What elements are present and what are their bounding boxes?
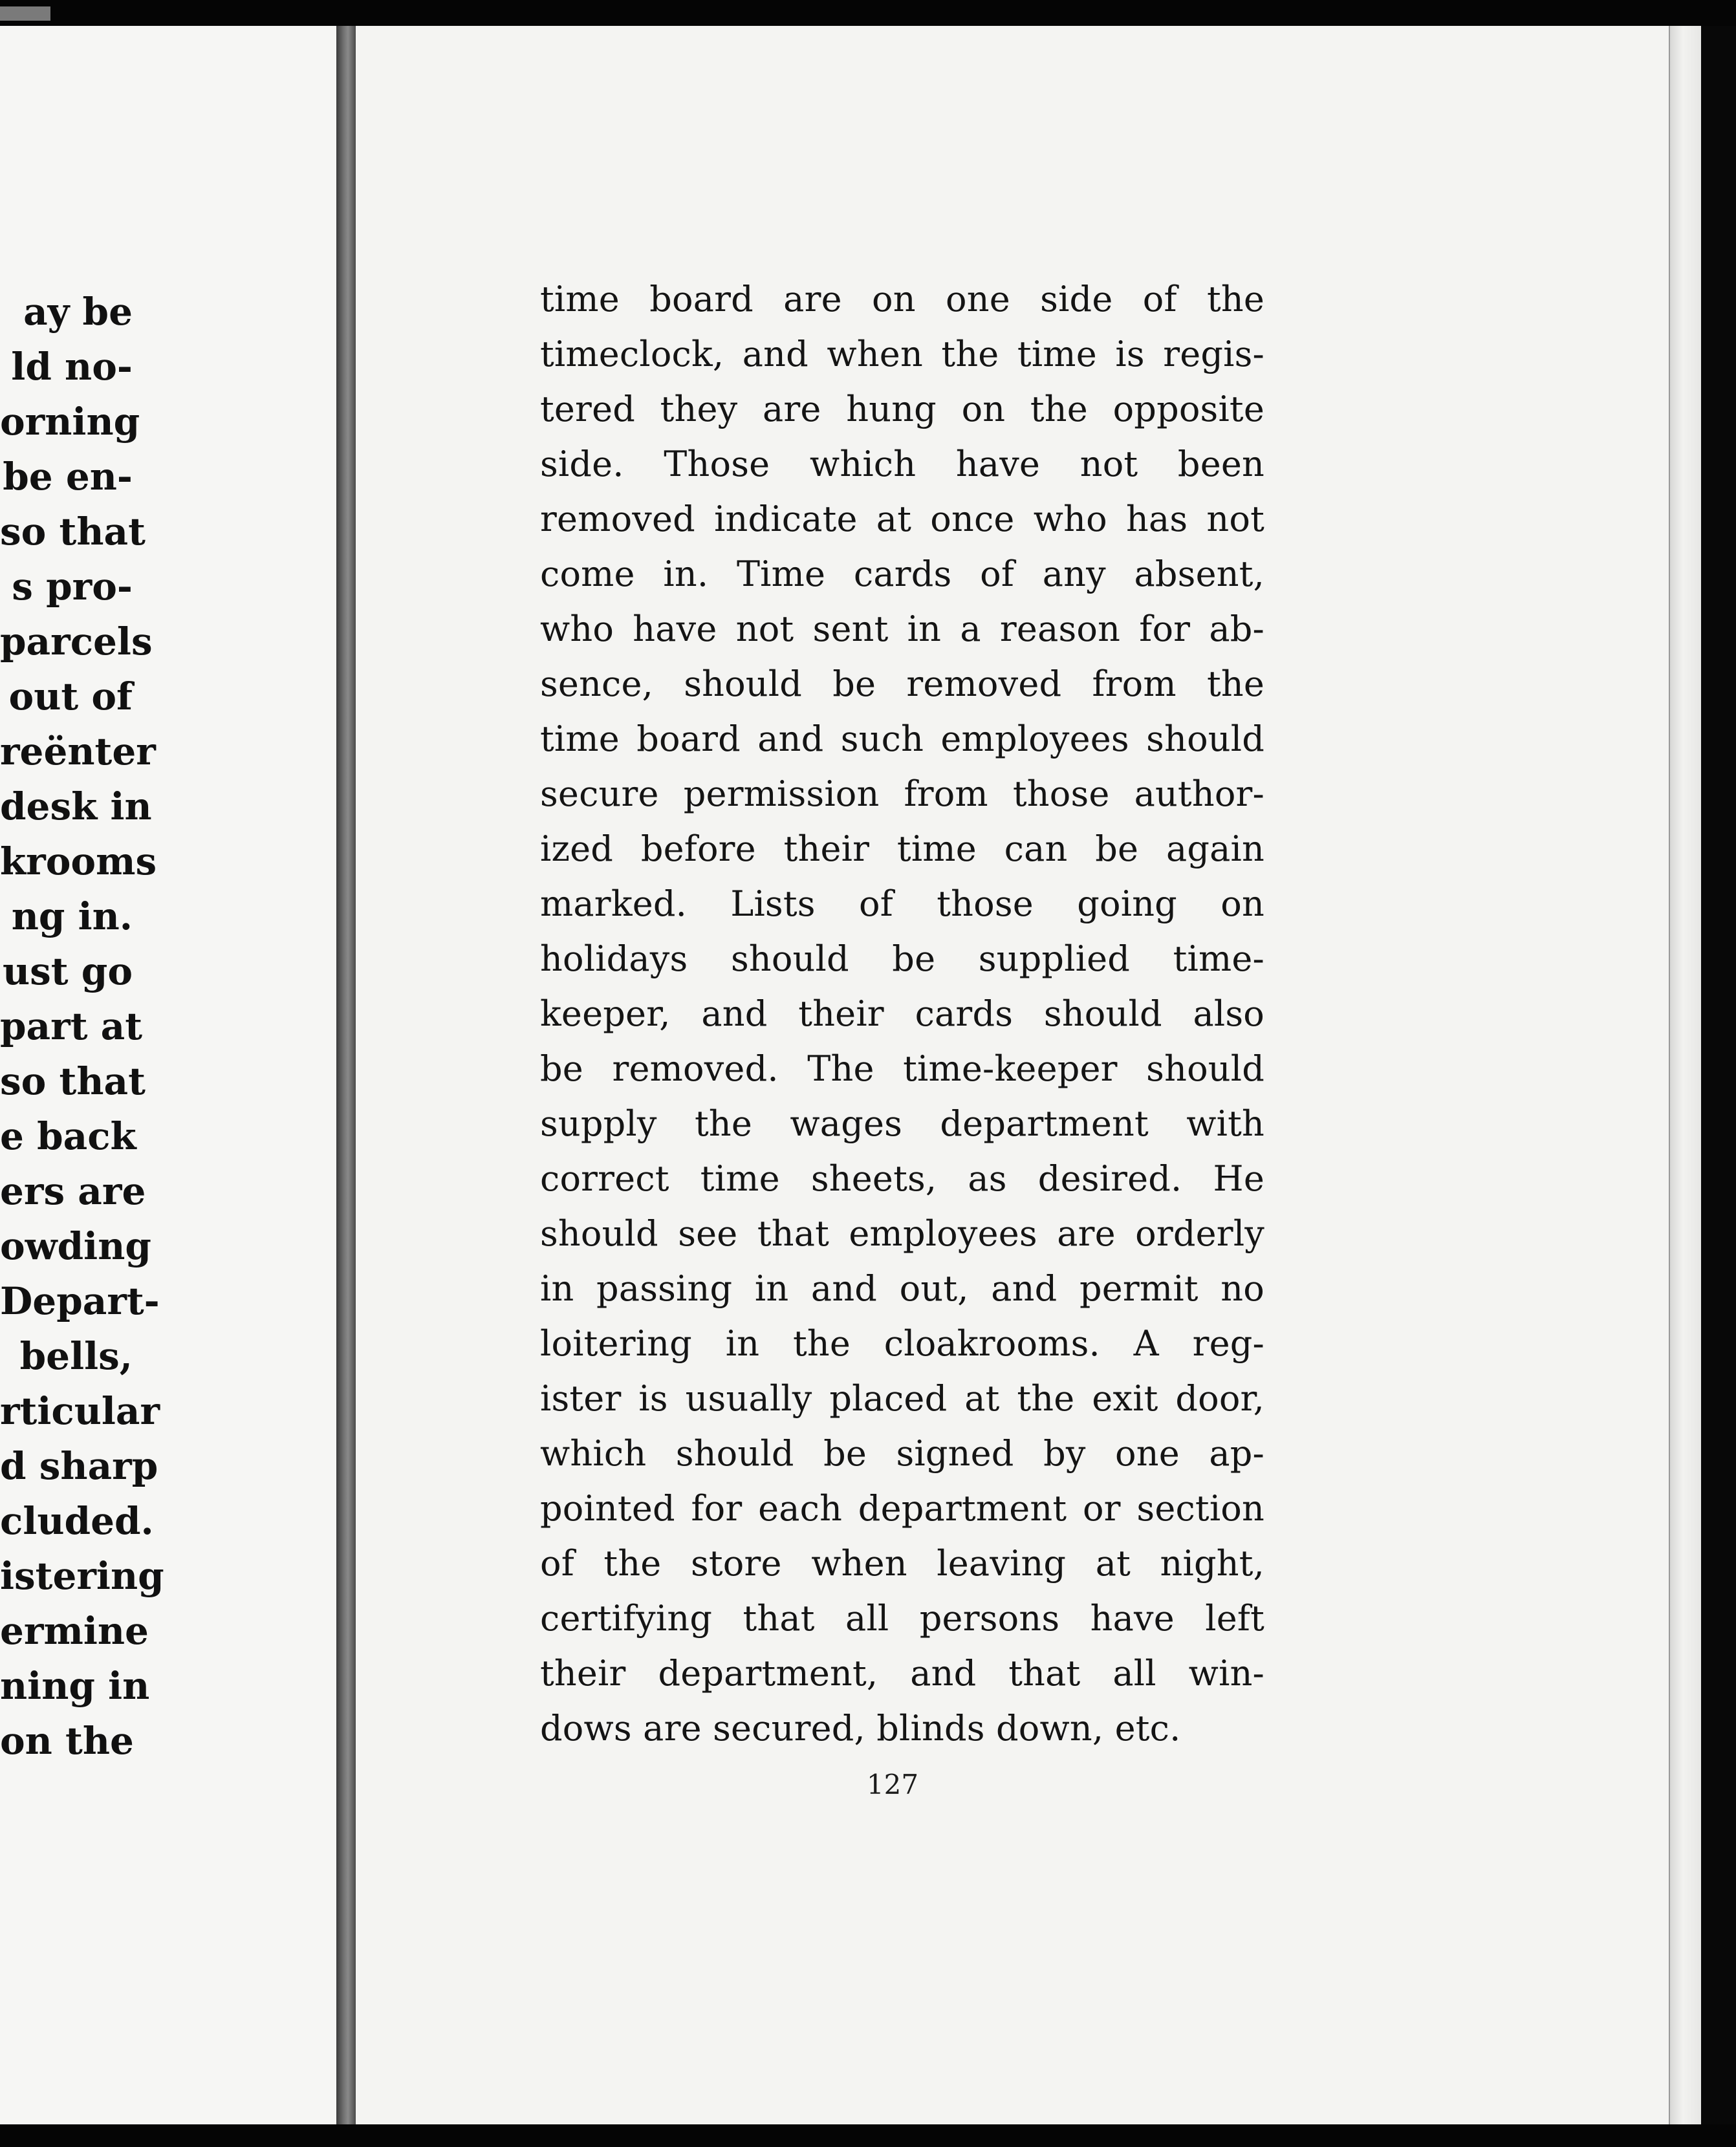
body-line: time board are on one side of the (540, 279, 1264, 319)
left-page-line: krooms (0, 839, 157, 883)
left-page-line: ld no- (11, 345, 133, 389)
left-page-line: part at (0, 1004, 143, 1048)
scanner-tab (0, 6, 50, 21)
left-page-line: bells, (19, 1334, 133, 1378)
left-page-line: ng in. (11, 894, 133, 938)
body-line: sence, should be removed from the (540, 664, 1264, 704)
body-line: who have not sent in a reason for ab- (540, 609, 1264, 649)
left-page-line: ust go (2, 949, 133, 993)
left-page-line: d sharp (0, 1444, 158, 1488)
left-page-line: so that (0, 1059, 146, 1103)
left-page-line: out of (8, 674, 133, 718)
left-page-line: on the (0, 1719, 134, 1763)
body-line: ister is usually placed at the exit door, (540, 1378, 1264, 1419)
body-line: secure permission from those author- (540, 773, 1264, 814)
left-page-line: ning in (0, 1664, 150, 1708)
left-page-line: orning (0, 400, 140, 444)
scan-border (1701, 26, 1736, 2124)
body-line: marked. Lists of those going on (540, 883, 1264, 924)
right-page-body (540, 272, 1264, 1756)
left-page-line: s pro- (12, 565, 133, 609)
body-line: in passing in and out, and permit no (540, 1268, 1264, 1309)
body-line: their department, and that all win- (540, 1653, 1264, 1694)
body-line: keeper, and their cards should also (540, 993, 1264, 1034)
body-line: of the store when leaving at night, (540, 1543, 1264, 1584)
page-edge (1669, 26, 1702, 2124)
body-line: certifying that all persons have left (540, 1598, 1264, 1639)
left-page-line: Depart- (0, 1279, 160, 1323)
body-line: tered they are hung on the opposite (540, 389, 1264, 429)
left-page-line: reënter (0, 729, 156, 773)
body-line: loitering in the cloakrooms. A reg- (540, 1323, 1264, 1364)
left-page-line: owding (0, 1224, 151, 1268)
left-page-line: istering (0, 1554, 164, 1598)
body-line: side. Those which have not been (540, 444, 1264, 484)
body-line: be removed. The time-keeper should (540, 1048, 1264, 1089)
left-page-line: ay be (23, 290, 133, 334)
left-page-line: desk in (0, 784, 152, 828)
left-page-line: so that (0, 510, 146, 554)
body-line: ized before their time can be again (540, 828, 1264, 869)
body-line: which should be signed by one ap- (540, 1433, 1264, 1474)
page-number: 127 (866, 1769, 919, 1800)
left-page-line: e back (0, 1114, 136, 1158)
left-page-line: parcels (0, 620, 153, 664)
body-line: removed indicate at once who has not (540, 499, 1264, 539)
left-page-text (0, 285, 164, 1769)
body-line: time board and such employees should (540, 718, 1264, 759)
book-gutter (336, 26, 356, 2124)
left-page-line: rticular (0, 1389, 160, 1433)
body-line: holidays should be supplied time- (540, 938, 1264, 979)
left-page-line: be en- (3, 455, 133, 499)
left-page-line: cluded. (0, 1499, 154, 1543)
body-line: correct time sheets, as desired. He (540, 1158, 1264, 1199)
left-page (0, 26, 336, 2124)
body-line: dows are secured, blinds down, etc. (540, 1708, 1181, 1749)
body-line: supply the wages department with (540, 1103, 1264, 1144)
body-line: pointed for each department or section (540, 1488, 1264, 1529)
body-line: timeclock, and when the time is regis- (540, 334, 1264, 374)
body-line: come in. Time cards of any absent, (540, 554, 1264, 594)
left-page-line: ers are (0, 1169, 146, 1213)
left-page-line: ermine (0, 1609, 149, 1653)
body-line: should see that employees are orderly (540, 1213, 1264, 1254)
